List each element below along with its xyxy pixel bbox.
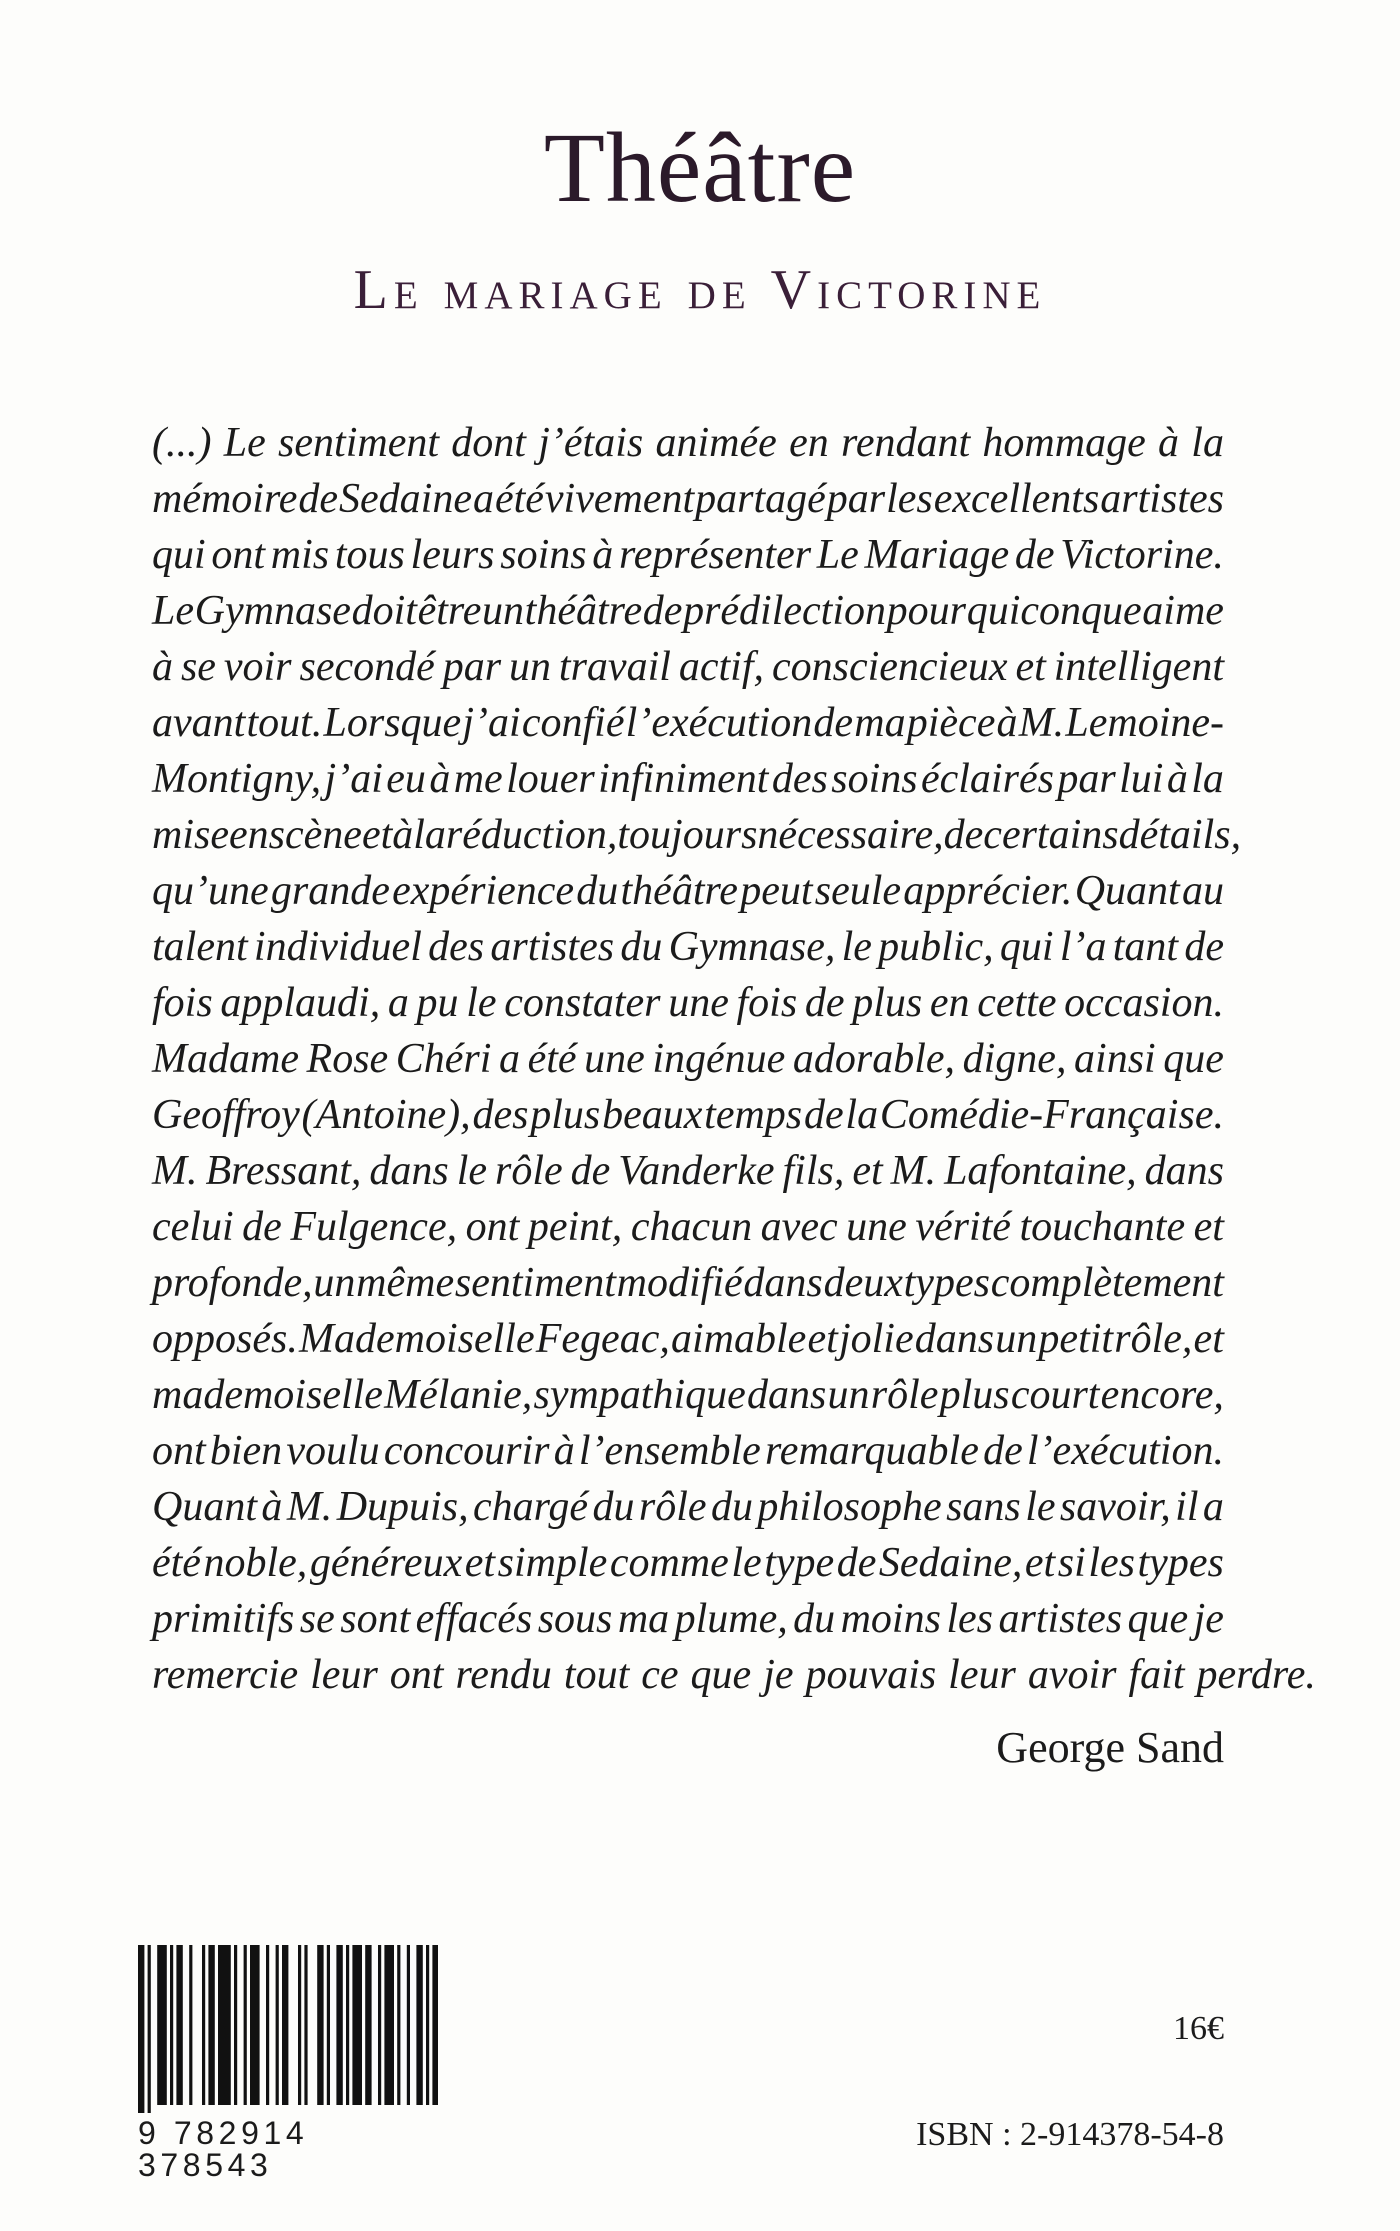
excerpt-line: remercie leur ont rendu tout ce que je pouvais leur avoir fait perdre.: [152, 1652, 1316, 1698]
barcode-bar: [378, 1945, 381, 2105]
excerpt-line: Geoffroy (Antoine), des plus beaux temps de la Comédie-Française.: [152, 1092, 1224, 1138]
excerpt-line: fois applaudi, a pu le constater une fois de plus en cette occasion.: [152, 980, 1224, 1026]
excerpt-text: [152, 415, 1316, 1703]
excerpt-line: primitifs se sont effacés sous ma plume, du moins les artistes que je: [152, 1596, 1224, 1642]
excerpt-line: mémoire de Sedaine a été vivement partagé par les excellents artistes: [152, 476, 1224, 522]
barcode-bar: [266, 1945, 269, 2105]
barcode-bar: [250, 1945, 260, 2105]
excerpt-line: avant tout. Lorsque j’ai confié l’exécution de ma pièce à M. Lemoine-: [152, 700, 1224, 746]
barcode-bar: [304, 1945, 307, 2105]
excerpt-line: mademoiselle Mélanie, sympathique dans un rôle plus court encore,: [152, 1372, 1224, 1418]
barcode-bar: [407, 1945, 410, 2105]
excerpt-line: profonde, un même sentiment modifié dans deux types complètement: [152, 1260, 1224, 1306]
excerpt-line: ont bien voulu concourir à l’ensemble remarquable de l’exécution.: [152, 1428, 1224, 1474]
book-title: Théâtre: [543, 112, 857, 223]
barcode-bar: [327, 1945, 330, 2105]
excerpt-line: qu’une grande expérience du théâtre peut seule apprécier. Quant au: [152, 868, 1224, 914]
barcode-bar: [346, 1945, 349, 2105]
price: 16€: [1173, 2010, 1224, 2047]
barcode-bar: [352, 1945, 362, 2105]
barcode-bar: [202, 1945, 205, 2105]
excerpt-line: qui ont mis tous leurs soins à représenter Le Mariage de Victorine.: [152, 532, 1224, 578]
excerpt-line: (...) Le sentiment dont j’étais animée en rendant hommage à la: [152, 420, 1224, 466]
excerpt-line: Le Gymnase doit être un théâtre de prédilection pour quiconque aime: [152, 588, 1224, 634]
barcode-bar: [298, 1945, 301, 2105]
barcode-bar: [138, 1945, 144, 2113]
barcode-bars: [138, 1945, 438, 2113]
barcode-bar: [384, 1945, 394, 2105]
barcode-bar: [170, 1945, 173, 2105]
author-signature: George Sand: [996, 1723, 1224, 1772]
excerpt-line: été noble, généreux et simple comme le type de Sedaine, et si les types: [152, 1540, 1224, 1586]
excerpt-line: à se voir secondé par un travail actif, consciencieux et intelligent: [152, 644, 1224, 690]
barcode-digits: 9 782914 378543: [138, 2115, 309, 2183]
isbn-number: ISBN : 2-914378-54-8: [916, 2116, 1224, 2153]
barcode-bar: [276, 1945, 279, 2105]
barcode-bar: [157, 1945, 167, 2105]
excerpt-line: talent individuel des artistes du Gymnase, le public, qui l’a tant de: [152, 924, 1224, 970]
barcode-bar: [397, 1945, 400, 2105]
barcode-bar: [208, 1945, 214, 2105]
barcode-bar: [234, 1945, 237, 2105]
book-subtitle: Le mariage de Victorine: [353, 259, 1047, 321]
barcode-bar: [282, 1945, 288, 2105]
barcode-bar: [148, 1945, 151, 2113]
excerpt-line: opposés. Mademoiselle Fegeac, aimable et jolie dans un petit rôle, et: [152, 1316, 1224, 1362]
barcode-bar: [176, 1945, 182, 2105]
excerpt-line: celui de Fulgence, ont peint, chacun avec une vérité touchante et: [152, 1204, 1224, 1250]
excerpt-line: Quant à M. Dupuis, chargé du rôle du philosophe sans le savoir, il a: [152, 1484, 1224, 1530]
barcode: [138, 1945, 438, 2183]
excerpt-line: M. Bressant, dans le rôle de Vanderke fils, et M. Lafontaine, dans: [152, 1148, 1224, 1194]
excerpt-line: Montigny, j’ai eu à me louer infiniment des soins éclairés par lui à la: [152, 756, 1224, 802]
barcode-bar: [336, 1945, 342, 2105]
barcode-bar: [317, 1945, 323, 2105]
excerpt-line: mise en scène et à la réduction, toujours nécessaire, de certains détails,: [152, 812, 1242, 858]
barcode-bar: [244, 1945, 247, 2105]
excerpt-line: Madame Rose Chéri a été une ingénue adorable, digne, ainsi que: [152, 1036, 1224, 1082]
barcode-bar: [189, 1945, 192, 2105]
barcode-bar: [365, 1945, 371, 2105]
barcode-bar: [426, 1945, 429, 2105]
barcode-bar: [218, 1945, 231, 2105]
barcode-bar: [416, 1945, 422, 2105]
barcode-bar: [432, 1945, 438, 2105]
